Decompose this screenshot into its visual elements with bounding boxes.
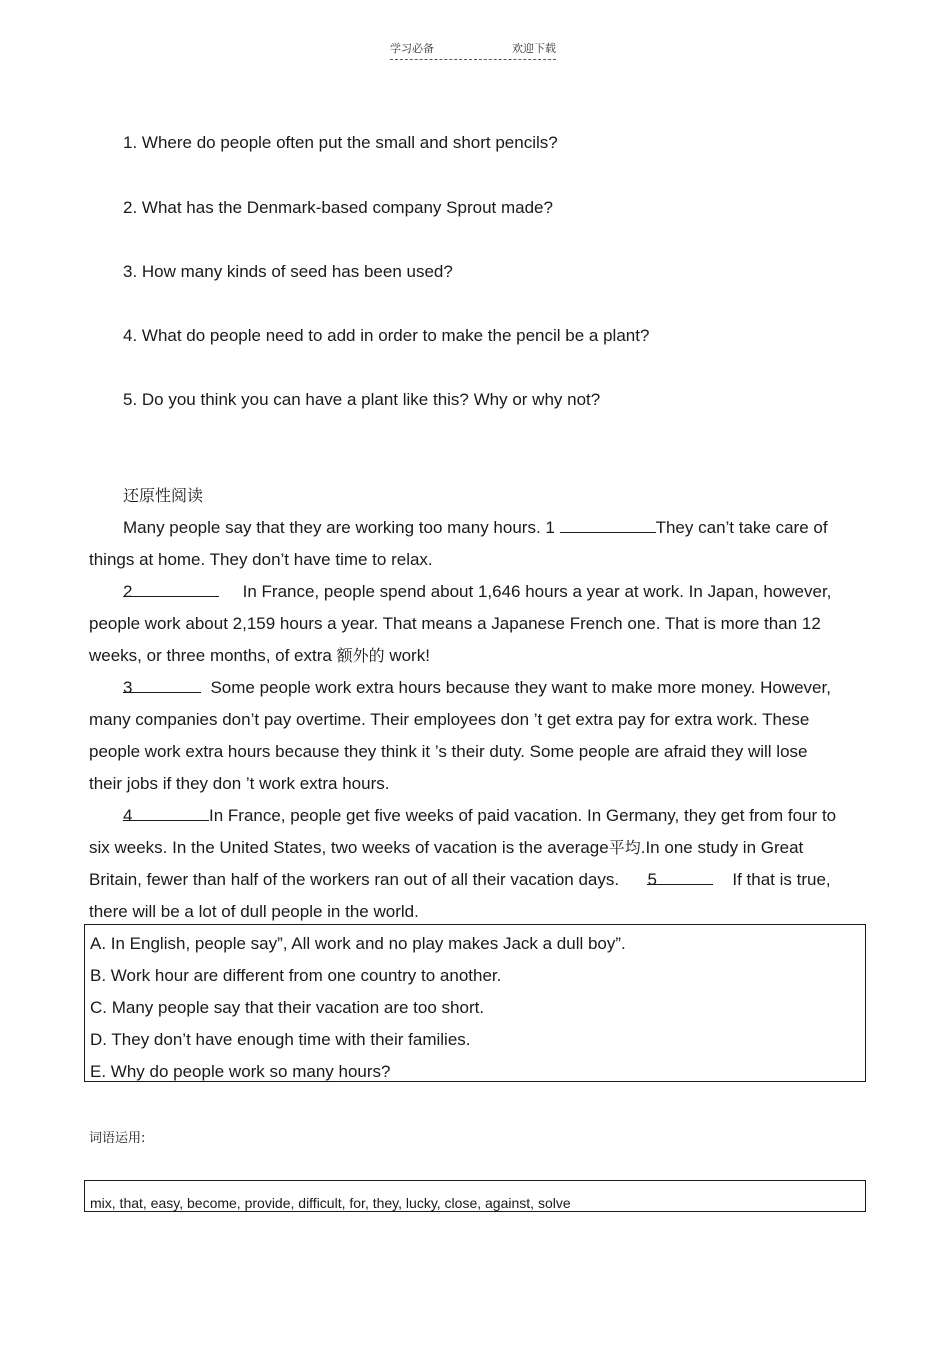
passage-text: .In one study in Great bbox=[640, 838, 804, 857]
blank-number: 3 bbox=[123, 678, 133, 697]
option-e: E. Why do people work so many hours? bbox=[90, 1062, 391, 1081]
passage-text: Many people say that they are working too many hours. 1 bbox=[123, 518, 555, 537]
word-usage-label: 词语运用: bbox=[89, 1131, 146, 1146]
passage-text: things at home. They don’t have time to relax. bbox=[89, 550, 433, 569]
answer-blank-3[interactable] bbox=[123, 672, 201, 697]
word-bank-text: mix, that, easy, become, provide, difficult, for, they, lucky, close, against, solve bbox=[90, 1195, 571, 1211]
question-2: 2. What has the Denmark-based company Sprout made? bbox=[123, 198, 553, 217]
page-header bbox=[390, 40, 556, 60]
chinese-gloss: 平均 bbox=[608, 838, 641, 857]
passage-line bbox=[89, 640, 874, 672]
question-4: 4. What do people need to add in order to make the pencil be a plant? bbox=[123, 326, 650, 345]
passage-text: people work about 2,159 hours a year. That means a Japanese French one. That is more than 12 bbox=[89, 614, 821, 633]
passage-text: Some people work extra hours because they want to make more money. However, bbox=[210, 678, 831, 697]
passage-text: In France, people spend about 1,646 hours a year at work. In Japan, however, bbox=[242, 582, 832, 601]
section-title: 还原性阅读 bbox=[123, 486, 204, 505]
header-left-text: 学习必备 bbox=[390, 42, 434, 55]
passage-text: If that is true, bbox=[732, 870, 831, 889]
passage-line bbox=[89, 544, 874, 576]
passage-text: people work extra hours because they think it ’s their duty. Some people are afraid they will lose bbox=[89, 742, 808, 761]
passage-text: many companies don’t pay overtime. Their employees don ’t get extra pay for extra work. These bbox=[89, 710, 810, 729]
question-1: 1. Where do people often put the small and short pencils? bbox=[123, 133, 558, 152]
header-right-text: 欢迎下载 bbox=[512, 42, 556, 55]
question-5: 5. Do you think you can have a plant like this? Why or why not? bbox=[123, 390, 601, 409]
passage-line bbox=[89, 864, 874, 896]
blank-number: 4 bbox=[123, 806, 133, 825]
blank-number: 5 bbox=[647, 870, 657, 889]
passage-line bbox=[89, 704, 874, 736]
question-3: 3. How many kinds of seed has been used? bbox=[123, 262, 453, 281]
word-bank-box bbox=[84, 1180, 866, 1212]
passage-line bbox=[89, 832, 874, 864]
passage-text: Britain, fewer than half of the workers ran out of all their vacation days. bbox=[89, 870, 620, 889]
passage-text: their jobs if they don ’t work extra hours. bbox=[89, 774, 390, 793]
passage-line bbox=[89, 608, 874, 640]
option-c: C. Many people say that their vacation are too short. bbox=[90, 998, 485, 1017]
option-a: A. In English, people say”, All work and no play makes Jack a dull boy”. bbox=[90, 934, 626, 953]
answer-blank-1[interactable] bbox=[560, 512, 656, 533]
answer-blank-5[interactable] bbox=[647, 864, 713, 889]
passage-line bbox=[89, 800, 874, 832]
passage-text: They can’t take care of bbox=[655, 518, 828, 537]
chinese-gloss: 额外的 bbox=[336, 646, 385, 665]
passage-line bbox=[89, 512, 874, 544]
answer-blank-4[interactable] bbox=[123, 800, 209, 825]
options-box bbox=[84, 924, 866, 1082]
option-d: D. They don’t have enough time with their families. bbox=[90, 1030, 471, 1049]
blank-number: 2 bbox=[123, 582, 133, 601]
passage-text: In France, people get five weeks of paid vacation. In Germany, they get from four to bbox=[209, 806, 837, 825]
passage-line bbox=[89, 672, 874, 704]
passage-text: there will be a lot of dull people in the world. bbox=[89, 902, 419, 921]
passage-line bbox=[89, 576, 874, 608]
option-b: B. Work hour are different from one country to another. bbox=[90, 966, 502, 985]
passage-line bbox=[89, 736, 874, 768]
reading-passage bbox=[89, 512, 874, 928]
passage-text: weeks, or three months, of extra bbox=[89, 646, 332, 665]
answer-blank-2[interactable] bbox=[123, 576, 219, 601]
passage-line bbox=[89, 768, 874, 800]
passage-text: work! bbox=[389, 646, 430, 665]
passage-text: six weeks. In the United States, two weeks of vacation is the average bbox=[89, 838, 609, 857]
